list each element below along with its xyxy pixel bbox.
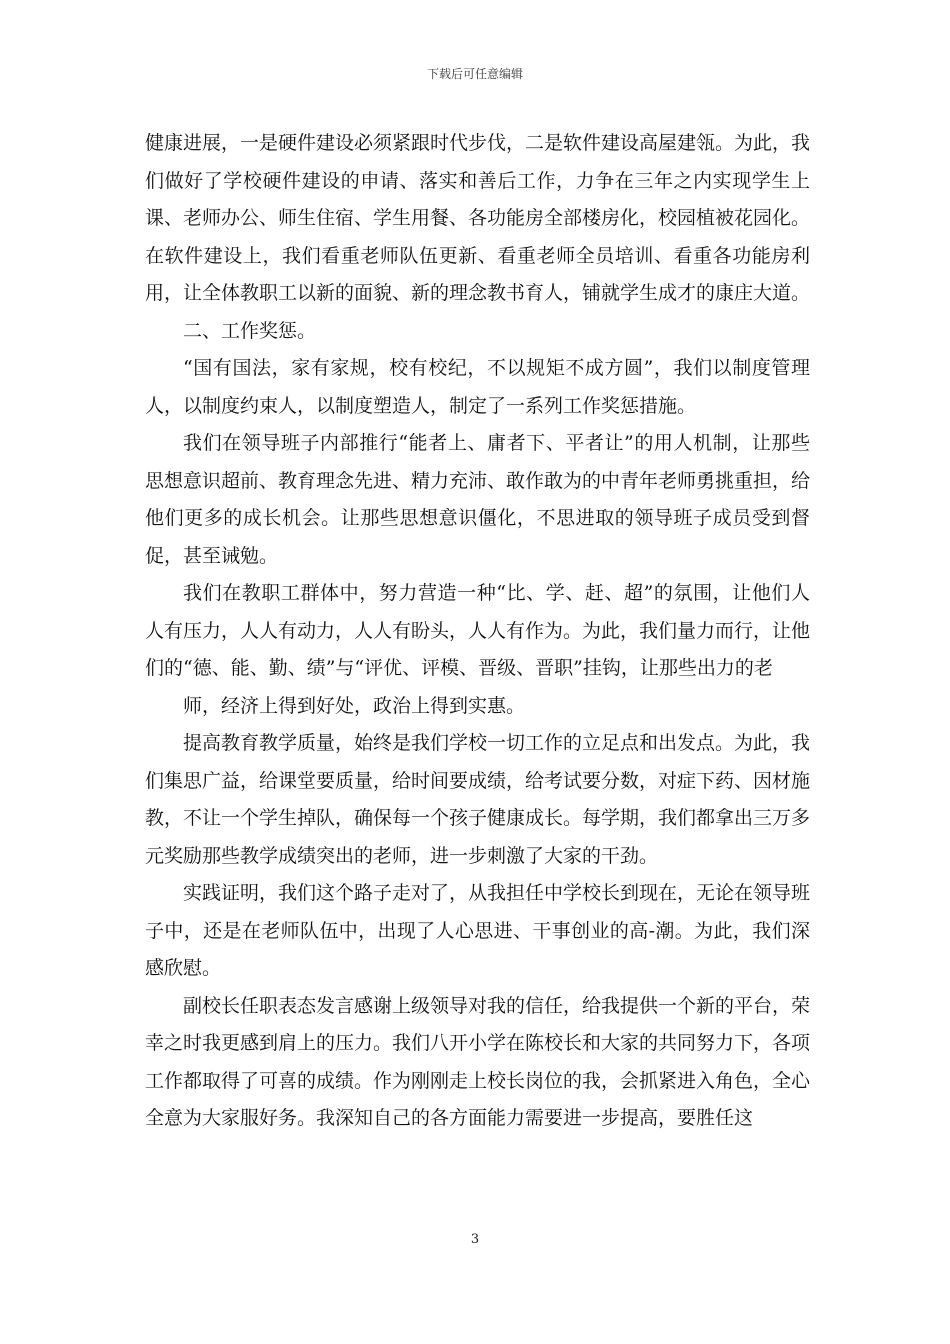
paragraph-hardware-software: 健康进展，一是硬件建设必须紧跟时代步伐，二是软件建设高屋建瓴。为此，我们做好了学校硬件建设的申请、落实和善后工作，力争在三年之内实现学生上课、老师办公、师生住宿、学生用餐、各功能房全部楼房化，校园植被花园化。在软件建设上，我们看重老师队伍更新、看重老师全员培训、看重各功能房利用，让全体教职工以新的面貌、新的理念教书育人，铺就学生成才的康庄大道。	[145, 132, 811, 304]
section-heading-rewards: 二、工作奖惩。	[183, 319, 317, 342]
paragraph-teaching-quality: 提高教育教学质量，始终是我们学校一切工作的立足点和出发点。为此，我们集思广益，给课堂要质量，给时间要成绩，给考试要分数，对症下药、因材施教，不让一个学生掉队，确保每一个孩子健康成长。每学期，我们都拿出三万多元奖励那些教学成绩突出的老师，进一步刺激了大家的干劲。	[145, 732, 811, 867]
paragraph-staff-benefits: 师，经济上得到好处，政治上得到实惠。	[183, 694, 526, 717]
document-body	[145, 125, 810, 1138]
paragraph-leadership-mechanism: 我们在领导班子内部推行“能者上、庸者下、平者让”的用人机制，让那些思想意识超前、教育理念先进、精力充沛、敢作敢为的中青年老师勇挑重担，给他们更多的成长机会。让那些思想意识僵化，不思进取的领导班子成员受到督促，甚至诫勉。	[145, 432, 811, 567]
page-header: 下载后可任意编辑	[426, 67, 523, 81]
paragraph-practice-proves: 实践证明，我们这个路子走对了，从我担任中学校长到现在，无论在领导班子中，还是在老师队伍中，出现了人心思进、干事创业的高-潮。为此，我们深感欣慰。	[145, 882, 811, 979]
page-number: 3	[470, 1232, 480, 1247]
paragraph-vice-principal-speech: 副校长任职表态发言感谢上级领导对我的信任，给我提供一个新的平台，荣幸之时我更感到肩上的压力。我们八开小学在陈校长和大家的共同努力下，各项工作都取得了可喜的成绩。作为刚刚走上校长岗位的我，会抓紧进入角色，全心全意为大家服好务。我深知自己的各方面能力需要进一步提高，要胜任这	[145, 994, 811, 1129]
paragraph-staff-atmosphere: 我们在教职工群体中，努力营造一种“比、学、赶、超”的氛围，让他们人人有压力，人人有动力，人人有盼头，人人有作为。为此，我们量力而行，让他们的“德、能、勤、绩”与“评优、评模、晋级、晋职”挂钩，让那些出力的老	[145, 582, 811, 679]
paragraph-rules: “国有国法，家有家规，校有校纪，不以规矩不成方圆”，我们以制度管理人，以制度约束人，以制度塑造人，制定了一系列工作奖惩措施。	[145, 357, 810, 417]
